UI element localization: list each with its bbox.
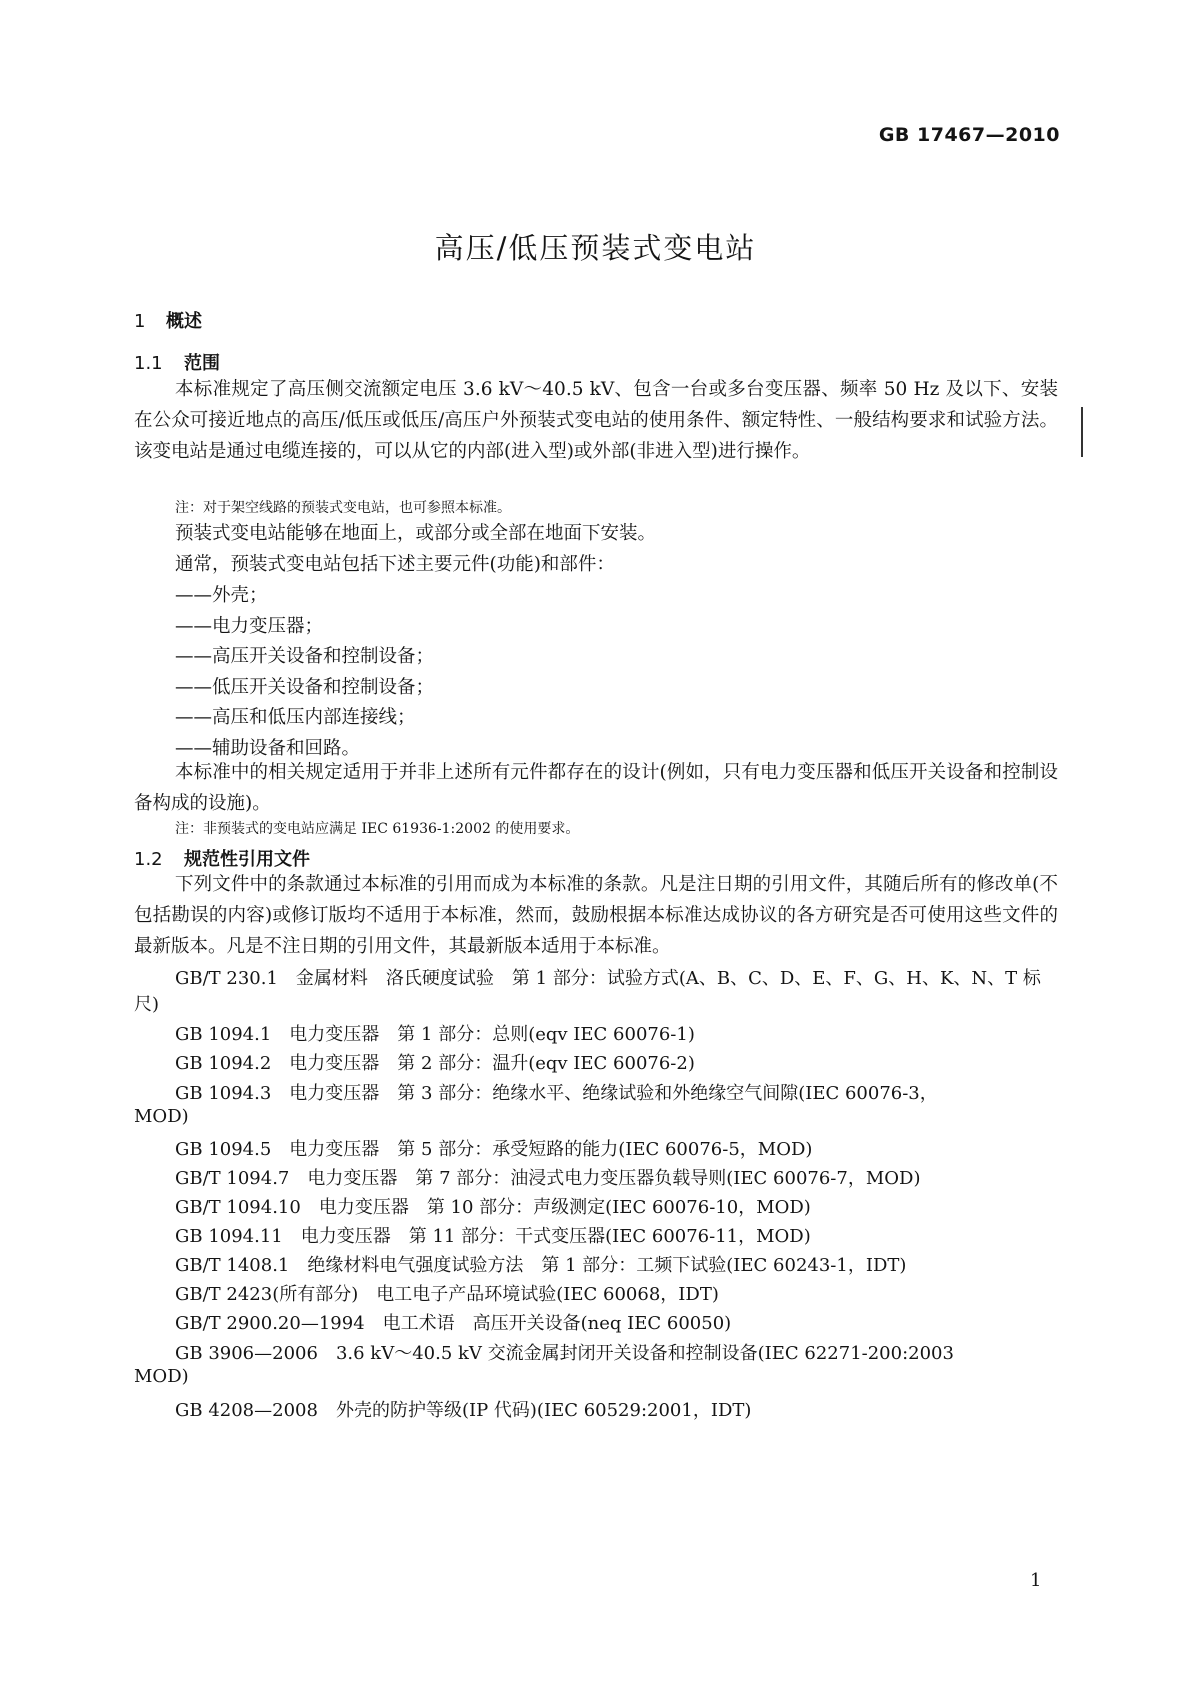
reference-item: GB/T 1094.10 电力变压器 第 10 部分：声级测定(IEC 60076-10，MOD) — [175, 1197, 811, 1218]
list-item: ——低压开关设备和控制设备； — [175, 677, 435, 698]
change-bar — [1081, 407, 1083, 457]
section-title: 规范性引用文件 — [184, 849, 310, 870]
reference-item: GB 1094.1 电力变压器 第 1 部分：总则(eqv IEC 60076-1) — [175, 1024, 695, 1045]
section-number: 1 — [134, 311, 146, 332]
scope-paragraph: 本标准规定了高压侧交流额定电压 3.6 kV～40.5 kV、包含一台或多台变压器、频率 50 Hz 及以下、安装在公众可接近地点的高压/低压或低压/高压户外预装式变电站的使用条件、额定特性、一般结构要求和试验方法。该变电站是通过电缆连接的，可以从它的内部(进入型)或外部(非进入型)进行操作。 — [134, 379, 1058, 462]
reference-continuation: 尺) — [134, 994, 160, 1015]
body-line: 预装式变电站能够在地面上，或部分或全部在地面下安装。 — [175, 523, 657, 544]
page-title: 高压/低压预装式变电站 — [434, 231, 757, 265]
body-paragraph: 本标准中的相关规定适用于并非上述所有元件都存在的设计(例如，只有电力变压器和低压开关设备和控制设备构成的设施)。 — [134, 762, 1058, 814]
reference-item: GB 1094.2 电力变压器 第 2 部分：温升(eqv IEC 60076-2) — [175, 1053, 695, 1074]
list-item: ——外壳； — [175, 585, 268, 606]
reference-item: GB 4208—2008 外壳的防护等级(IP 代码)(IEC 60529:2001，IDT) — [175, 1400, 752, 1421]
reference-item: GB/T 2423(所有部分) 电工电子产品环境试验(IEC 60068，IDT) — [175, 1284, 719, 1305]
list-item: ——高压开关设备和控制设备； — [175, 646, 435, 667]
reference-item: GB 1094.11 电力变压器 第 11 部分：干式变压器(IEC 60076-11，MOD) — [175, 1226, 811, 1247]
reference-item: GB/T 2900.20—1994 电工术语 高压开关设备(neq IEC 60050) — [175, 1313, 732, 1334]
body-paragraph: 下列文件中的条款通过本标准的引用而成为本标准的条款。凡是注日期的引用文件，其随后所有的修改单(不包括勘误的内容)或修订版均不适用于本标准，然而，鼓励根据本标准达成协议的各方研究是否可使用这些文件的最新版本。凡是不注日期的引用文件，其最新版本适用于本标准。 — [134, 874, 1058, 957]
section-1-1-heading — [134, 349, 220, 375]
list-item: ——电力变压器； — [175, 616, 324, 637]
section-number: 1.2 — [134, 849, 163, 870]
standard-number: GB 17467—2010 — [878, 124, 1060, 146]
body-line: 通常，预装式变电站包括下述主要元件(功能)和部件： — [175, 554, 615, 575]
section-1-heading — [134, 307, 202, 333]
reference-continuation: MOD) — [134, 1106, 189, 1127]
note: 注：非预装式的变电站应满足 IEC 61936-1:2002 的使用要求。 — [175, 821, 580, 837]
note: 注：对于架空线路的预装式变电站，也可参照本标准。 — [175, 500, 511, 516]
section-title: 范围 — [184, 353, 220, 374]
section-1-2-heading — [134, 845, 310, 871]
reference-continuation: MOD) — [134, 1366, 189, 1387]
reference-item: GB 1094.5 电力变压器 第 5 部分：承受短路的能力(IEC 60076-5，MOD) — [175, 1139, 813, 1160]
section-title: 概述 — [166, 311, 202, 332]
section-number: 1.1 — [134, 353, 163, 374]
list-item: ——高压和低压内部连接线； — [175, 707, 416, 728]
reference-item: GB 3906—2006 3.6 kV～40.5 kV 交流金属封闭开关设备和控制设备(IEC 62271-200:2003 — [175, 1343, 954, 1364]
page-number: 1 — [1030, 1570, 1042, 1591]
list-item: ——辅助设备和回路。 — [175, 738, 361, 759]
reference-item: GB 1094.3 电力变压器 第 3 部分：绝缘水平、绝缘试验和外绝缘空气间隙(IEC 60076-3， — [175, 1083, 938, 1104]
reference-item: GB/T 1094.7 电力变压器 第 7 部分：油浸式电力变压器负载导则(IEC 60076-7，MOD) — [175, 1168, 921, 1189]
reference-item: GB/T 1408.1 绝缘材料电气强度试验方法 第 1 部分：工频下试验(IEC 60243-1，IDT) — [175, 1255, 907, 1276]
reference-item: GB/T 230.1 金属材料 洛氏硬度试验 第 1 部分：试验方式(A、B、C、D、E、F、G、H、K、N、T 标 — [175, 968, 1041, 989]
